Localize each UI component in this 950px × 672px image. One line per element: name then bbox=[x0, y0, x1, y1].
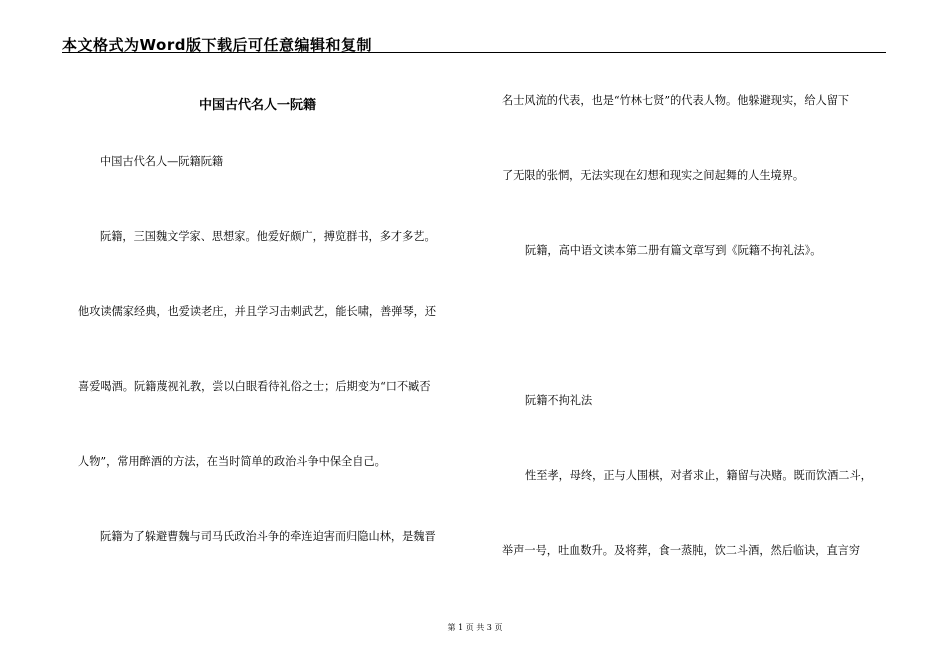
document-header: 本文格式为Word版下载后可任意编辑和复制 bbox=[62, 36, 372, 54]
header-divider bbox=[62, 52, 886, 53]
right-line-3: 阮籍，高中语文读本第二册有篇文章写到《阮籍不拘礼法》。 bbox=[525, 244, 822, 257]
right-line-5: 性至孝，母终，正与人围棋，对者求止，籍留与决赌。既而饮酒二斗， bbox=[525, 469, 872, 482]
right-line-4: 阮籍不拘礼法 bbox=[525, 394, 593, 407]
left-line-3: 他攻读儒家经典，也爱读老庄，并且学习击刺武艺，能长啸，善弹琴，还 bbox=[78, 305, 437, 318]
right-line-6: 举声一号，吐血数升。及将葬，食一蒸肫，饮二斗酒，然后临诀，直言穷 bbox=[502, 544, 861, 557]
left-line-5: 人物”，常用醉酒的方法，在当时简单的政治斗争中保全自己。 bbox=[78, 455, 386, 468]
right-line-2: 了无限的张惘，无法实现在幻想和现实之间起舞的人生境界。 bbox=[502, 169, 805, 182]
left-line-1: 中国古代名人—阮籍阮籍 bbox=[100, 155, 224, 168]
page-footer: 第 1 页 共 3 页 bbox=[447, 623, 503, 632]
left-line-4: 喜爱喝酒。阮籍蔑视礼教，尝以白眼看待礼俗之士；后期变为“口不臧否 bbox=[78, 380, 431, 393]
left-line-6: 阮籍为了躲避曹魏与司马氏政治斗争的牵连迫害而归隐山林，是魏晋 bbox=[100, 530, 436, 543]
right-line-1: 名士风流的代表，也是“竹林七贤”的代表人物。他躲避现实，给人留下 bbox=[502, 94, 850, 107]
document-title: 中国古代名人一阮籍 bbox=[199, 98, 317, 113]
left-line-2: 阮籍，三国魏文学家、思想家。他爱好颇广，搏览群书，多才多艺。 bbox=[100, 230, 436, 243]
